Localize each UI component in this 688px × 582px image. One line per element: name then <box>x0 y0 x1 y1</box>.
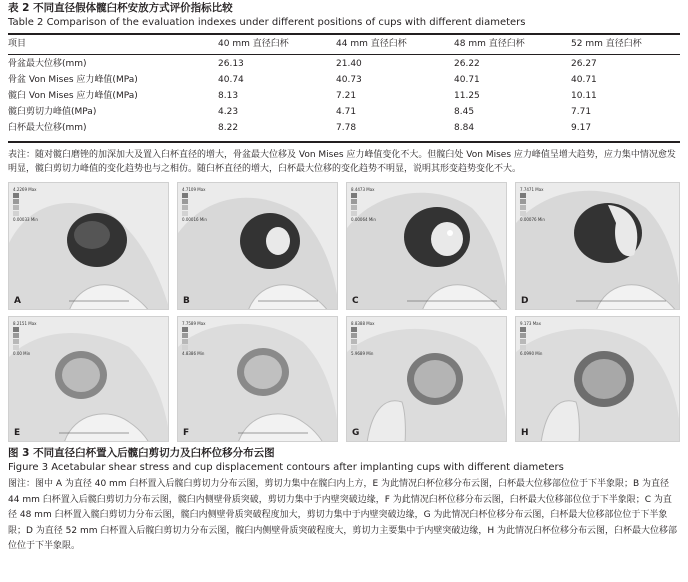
table-cell: 40.71 <box>454 75 480 85</box>
table-cell: 8.13 <box>218 91 239 101</box>
contour-legend <box>182 320 228 356</box>
figure-panel-f <box>177 316 338 442</box>
row-label: 臼杯最大位移(mm) <box>8 123 87 133</box>
table-cell: 9.17 <box>571 123 592 133</box>
legend-max: 8.2151 Max <box>13 320 37 326</box>
legend-min: 0.00 Min <box>13 350 31 356</box>
legend-min: 6.0990 Min <box>520 350 543 356</box>
table-cell: 40.73 <box>336 75 362 85</box>
table-title-cn: 表 2 不同直径假体髋臼杯安放方式评价指标比较 <box>8 2 233 14</box>
panel-label: B <box>183 296 190 306</box>
panel-label: A <box>14 296 21 306</box>
figure-panel-d <box>515 182 680 310</box>
legend-max: 9.173 Max <box>520 320 541 326</box>
table-row <box>8 106 680 119</box>
legend-max: 8.8388 Max <box>351 320 375 326</box>
row-label: 骨盆 Von Mises 应力峰值(MPa) <box>8 75 138 85</box>
legend-max: 7.7589 Max <box>182 320 206 326</box>
table-cell: 40.74 <box>218 75 244 85</box>
figure-title-cn: 图 3 不同直径臼杯置入后髋臼剪切力及臼杯位移分布云图 <box>8 447 275 459</box>
panel-label: D <box>521 296 529 306</box>
row-label: 髋臼 Von Mises 应力峰值(MPa) <box>8 91 138 101</box>
legend-max: 7.7471 Max <box>520 186 544 192</box>
legend-min: 5.9689 Min <box>351 350 374 356</box>
table-cell: 7.71 <box>571 107 592 117</box>
table-title-en: Table 2 Comparison of the evaluation indexes under different positions of cups with different diameters <box>8 17 526 28</box>
header-cell: 44 mm 直径臼杯 <box>336 39 407 49</box>
panel-label: C <box>352 296 359 306</box>
legend-min: 0.00064 Min <box>351 216 376 222</box>
table-cell: 10.11 <box>571 91 597 101</box>
table-cell: 11.25 <box>454 91 480 101</box>
figure-panel-b <box>177 182 338 310</box>
header-cell: 项目 <box>8 39 27 49</box>
table-header-rule <box>8 54 680 55</box>
table-cell: 40.71 <box>571 75 597 85</box>
table-cell: 4.71 <box>336 107 357 117</box>
figure-panel-e <box>8 316 169 442</box>
table-note: 表注：随对髋臼磨锉的加深加大及置入臼杯直径的增大，骨盆最大位移及 Von Mises 应力峰值变化不大。但髋臼处 Von Mises 应力峰值呈增大趋势，应力集中情况愈发明显，髋臼剪切力峰值的变化趋势也与之相仿。随臼杯直径的增大，臼杯最大位移的变化趋势不明显，说明其形变趋势变化不大。 <box>8 150 676 174</box>
header-cell: 40 mm 直径臼杯 <box>218 39 289 49</box>
table-row <box>8 90 680 103</box>
table-top-rule <box>8 33 680 35</box>
figure-title-en: Figure 3 Acetabular shear stress and cup displacement contours after implanting cups with different diameters <box>8 462 564 473</box>
table-cell: 8.84 <box>454 123 475 133</box>
table-row <box>8 74 680 87</box>
legend-max: 4.2269 Max <box>13 186 37 192</box>
figure-caption: 图注：图中 A 为直径 40 mm 臼杯置入后髋臼剪切力分布云图，剪切力集中在髋臼内上方，E 为此情况臼杯位移分布云图，臼杯最大位移部位位于下半象限；B 为直径 44 mm 臼杯置入后髋臼剪切力分布云图，髋臼内侧壁骨质突破，剪切力集中于内壁突破边缘，F 为此情况臼杯位移分布云图，臼杯最大位移部位位于下半象限；C 为直径 48 mm 臼杯置入髋臼剪切力分布云图，髋臼内侧壁骨质突破程度加大，剪切力集中于内壁突破边缘，G 为此情况臼杯位移分布云图，臼杯最大位移部位位于下半象限；D 为直径 52 mm 臼杯置入后髋臼剪切力分布云图，髋臼内侧壁骨质突破程度大，剪切力主要集中于内壁突破边缘，H 为此情况臼杯位移分布云图，臼杯最大位移部位位于下半象限。 <box>8 479 677 551</box>
table-bottom-rule <box>8 141 680 143</box>
contour-legend <box>13 320 59 356</box>
figure-panel-h <box>515 316 680 442</box>
figure-panel-g <box>346 316 507 442</box>
figure-panel-a <box>8 182 169 310</box>
contour-legend <box>351 186 397 222</box>
table-cell: 7.21 <box>336 91 357 101</box>
contour-legend <box>520 186 566 222</box>
contour-legend <box>520 320 566 356</box>
contour-legend <box>13 186 59 222</box>
header-cell: 52 mm 直径臼杯 <box>571 39 642 49</box>
contour-legend <box>351 320 397 356</box>
table-cell: 26.27 <box>571 59 597 69</box>
table-cell: 4.23 <box>218 107 239 117</box>
table-cell: 7.78 <box>336 123 357 133</box>
panel-label: G <box>352 428 360 438</box>
legend-min: 0.00076 Min <box>520 216 545 222</box>
row-label: 骨盆最大位移(mm) <box>8 59 87 69</box>
table-cell: 26.22 <box>454 59 480 69</box>
legend-min: 4.8386 Min <box>182 350 205 356</box>
table-cell: 8.45 <box>454 107 475 117</box>
header-cell: 48 mm 直径臼杯 <box>454 39 525 49</box>
panel-label: E <box>14 428 21 438</box>
table-cell: 8.22 <box>218 123 239 133</box>
panel-label: F <box>183 428 190 438</box>
figure-panel-c <box>346 182 507 310</box>
panel-label: H <box>521 428 529 438</box>
contour-legend <box>182 186 228 222</box>
legend-max: 4.7109 Max <box>182 186 206 192</box>
legend-min: 0.00033 Min <box>13 216 38 222</box>
table-cell: 26.13 <box>218 59 244 69</box>
legend-max: 8.4473 Max <box>351 186 375 192</box>
table-row <box>8 122 680 135</box>
table-row <box>8 58 680 71</box>
table-cell: 21.40 <box>336 59 362 69</box>
table-header-row <box>8 38 680 51</box>
legend-min: 0.00016 Min <box>182 216 207 222</box>
row-label: 髋臼剪切力峰值(MPa) <box>8 107 97 117</box>
